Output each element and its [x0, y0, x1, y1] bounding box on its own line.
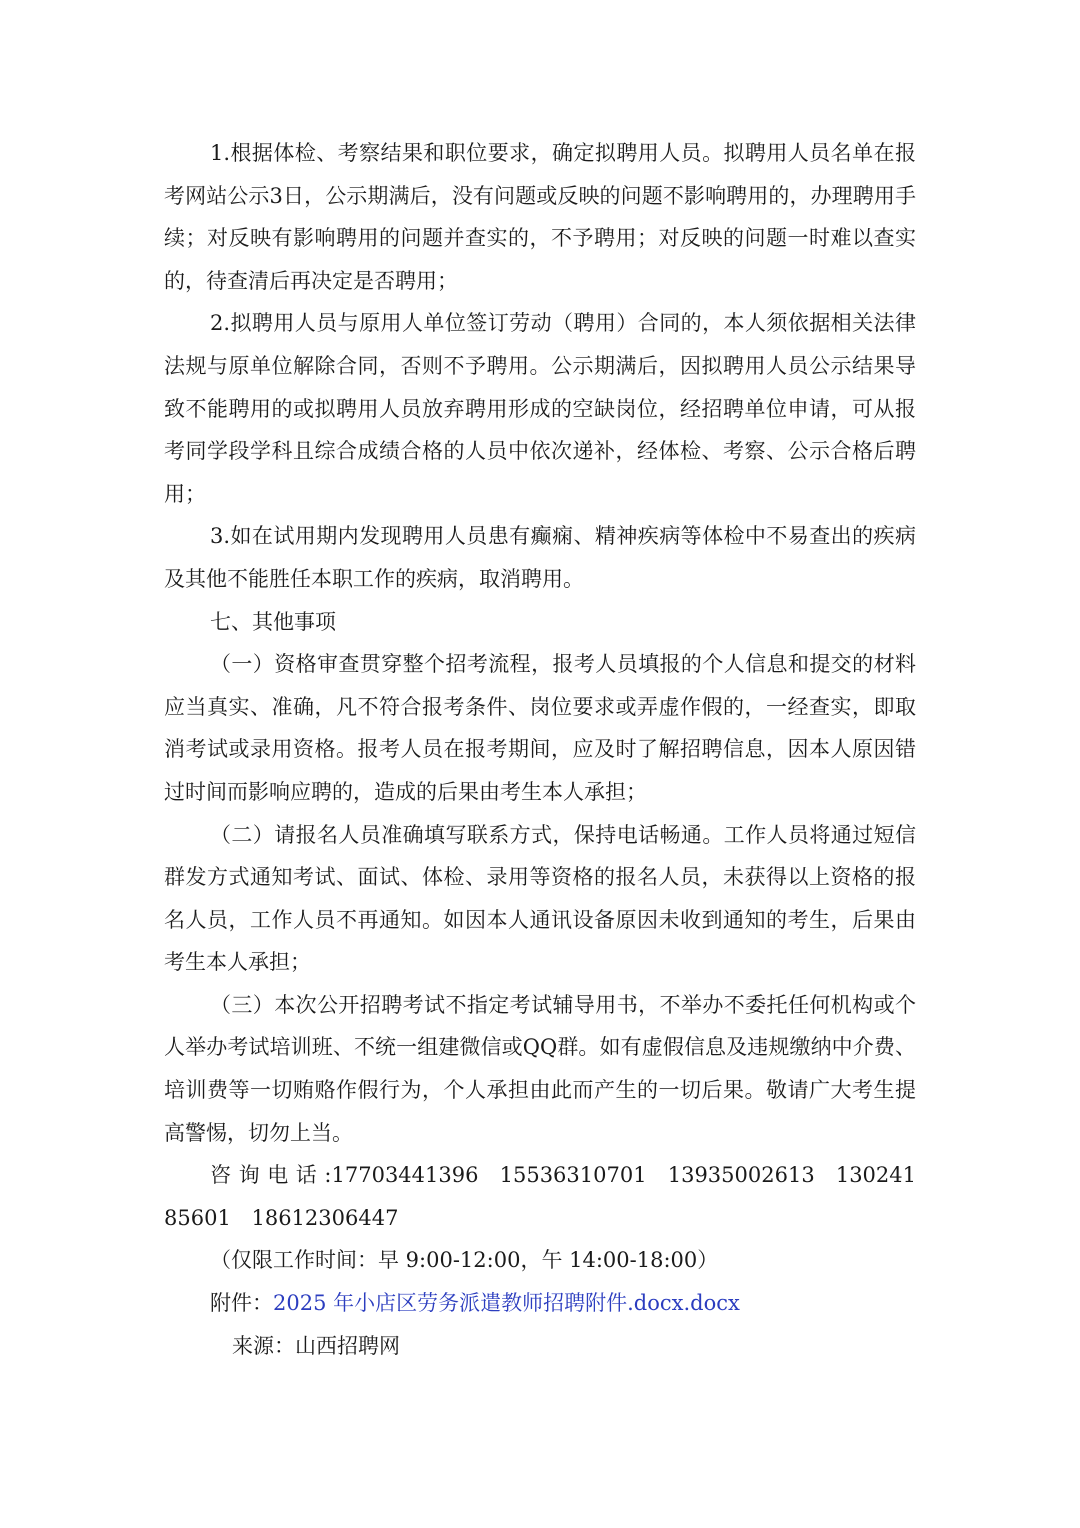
attachment-line — [164, 1282, 916, 1325]
other-item-3: （三）本次公开招聘考试不指定考试辅导用书，不举办不委托任何机构或个人举办考试培训班、不统一组建微信或QQ群。如有虚假信息及违规缴纳中介费、培训费等一切贿赂作假行为，个人承担由此而产生的一切后果。敬请广大考生提高警惕，切勿上当。 — [164, 992, 916, 1145]
attachment-label: 附件： — [210, 1291, 273, 1316]
other-item-2: （二）请报名人员准确填写联系方式，保持电话畅通。工作人员将通过短信群发方式通知考试、面试、体检、录用等资格的报名人员，未获得以上资格的报名人员，工作人员不再通知。如因本人通讯设备原因未收到通知的考生，后果由考生本人承担； — [164, 822, 916, 975]
other-item-1: （一）资格审查贯穿整个招考流程，报考人员填报的个人信息和提交的材料应当真实、准确，凡不符合报考条件、岗位要求或弄虚作假的，一经查实，即取消考试或录用资格。报考人员在报考期间，应及时了解招聘信息，因本人原因错过时间而影响应聘的，造成的后果由考生本人承担； — [164, 652, 916, 804]
working-hours: （仅限工作时间：早 9:00-12:00，午 14:00-18:00） — [210, 1248, 719, 1273]
attachment-link[interactable]: 2025 年小店区劳务派遣教师招聘附件.docx.docx — [273, 1291, 740, 1316]
contact-label: 咨 询 电 话 : — [210, 1163, 332, 1188]
document-body — [164, 132, 916, 1367]
contact-phones — [164, 1154, 916, 1239]
section-heading: 七、其他事项 — [210, 609, 336, 634]
paragraph-2: 2.拟聘用人员与原用人单位签订劳动（聘用）合同的，本人须依据相关法律法规与原单位解除合同，否则不予聘用。公示期满后，因拟聘用人员公示结果导致不能聘用的或拟聘用人员放弃聘用形成的空缺岗位，经招聘单位申请，可从报考同学段学科且综合成绩合格的人员中依次递补，经体检、考察、公示合格后聘用； — [164, 311, 916, 506]
source-line: 来源：山西招聘网 — [232, 1333, 400, 1358]
paragraph-1: 1.根据体检、考察结果和职位要求，确定拟聘用人员。拟聘用人员名单在报考网站公示3日，公示期满后，没有问题或反映的问题不影响聘用的，办理聘用手续；对反映有影响聘用的问题并查实的，不予聘用；对反映的问题一时难以查实的，待查清后再决定是否聘用； — [164, 141, 916, 293]
paragraph-3: 3.如在试用期内发现聘用人员患有癫痫、精神疾病等体检中不易查出的疾病及其他不能胜任本职工作的疾病，取消聘用。 — [164, 524, 916, 591]
contact-numbers: 17703441396 15536310701 13935002613 13024185601 18612306447 — [164, 1163, 916, 1230]
